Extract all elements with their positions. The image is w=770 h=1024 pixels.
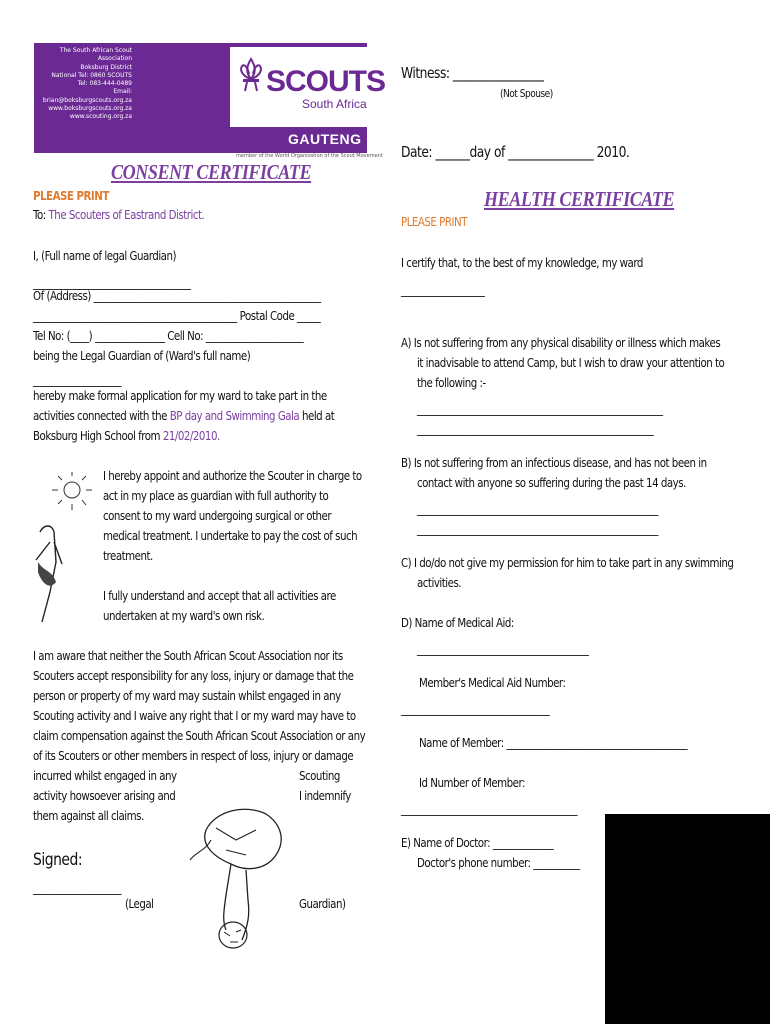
guardian-name-label: I, (Full name of legal Guardian) — [33, 248, 176, 263]
id-number-field[interactable]: ______________________________________ — [401, 801, 578, 816]
section-b-field[interactable]: ____________________________________________________ — [417, 521, 658, 536]
indemnity-line: activity howsoever arising and — [33, 788, 176, 803]
activities-text: activities connected with the — [33, 408, 167, 423]
indemnity-line: Scouting activity and I waive any right that I or my ward may have to — [33, 708, 356, 723]
indemnity-line: person or property of my ward may sustain whilst engaged in any — [33, 688, 341, 703]
witness-field[interactable]: Witness: ________________ — [401, 64, 544, 82]
address-field[interactable]: Of (Address) _________________________________________________ — [33, 288, 321, 303]
redaction-block — [605, 814, 770, 1024]
logo-country-text: South Africa — [302, 97, 367, 111]
appoint-line: act in my place as guardian with full authority to — [103, 488, 329, 503]
section-b-text: B) Is not suffering from an infectious disease, and has not been in — [401, 455, 707, 470]
guardian-label: Guardian) — [299, 896, 346, 911]
health-please-print: PLEASE PRINT — [401, 214, 467, 229]
scouts-logo-banner — [34, 43, 386, 153]
phone-fields[interactable]: Tel No: (____) _______________ Cell No: _____________________ — [33, 328, 304, 343]
postal-code-field[interactable]: ____________________________________________ Postal Code _____ — [33, 308, 321, 323]
fleur-de-lis-icon — [236, 57, 266, 95]
section-a-text: it inadvisable to attend Camp, but I wish to draw your attention to — [417, 355, 725, 370]
indemnity-line: incurred whilst engaged in any — [33, 768, 177, 783]
medical-aid-label: D) Name of Medical Aid: — [401, 615, 514, 630]
risk-line: undertaken at my ward's own risk. — [103, 608, 265, 623]
id-number-label: Id Number of Member: — [419, 775, 525, 790]
signature-field[interactable]: ___________________ — [33, 880, 122, 895]
consent-to-line — [33, 207, 204, 222]
venue-text: Boksburg High School from — [33, 428, 161, 443]
consent-title: CONSENT CERTIFICATE — [111, 160, 312, 184]
scout-figure-illustration — [186, 800, 291, 952]
section-a-field[interactable]: ___________________________________________________ — [417, 421, 654, 436]
doctor-phone-field[interactable]: Doctor's phone number: __________ — [417, 855, 580, 870]
application-line-3 — [33, 428, 220, 443]
section-a-field[interactable]: _____________________________________________________ — [417, 401, 663, 416]
appoint-line: treatment. — [103, 548, 153, 563]
appoint-line: medical treatment. I undertake to pay the cost of such — [103, 528, 358, 543]
health-title: HEALTH CERTIFICATE — [484, 187, 675, 211]
indemnity-line: them against all claims. — [33, 808, 144, 823]
indemnity-line: Scouters accept responsibility for any loss, injury or damage that the — [33, 668, 354, 683]
risk-line: I fully understand and accept that all activities are — [103, 588, 336, 603]
member-number-field[interactable]: ________________________________ — [401, 701, 550, 716]
held-at-text: held at — [301, 408, 335, 423]
section-a-text: A) Is not suffering from any physical disability or illness which makes — [401, 335, 721, 350]
application-line-1: hereby make formal application for my ward to take part in the — [33, 388, 327, 403]
member-number-label: Member's Medical Aid Number: — [419, 675, 566, 690]
date-field[interactable]: Date: ______day of _______________ 2010. — [401, 143, 630, 161]
legal-label: (Legal — [125, 896, 154, 911]
logo-emblem-area — [230, 47, 386, 127]
not-spouse-note: (Not Spouse) — [500, 87, 553, 100]
indemnity-line: Scouting — [299, 768, 340, 783]
appoint-line: I hereby appoint and authorize the Scouter in charge to — [103, 468, 362, 483]
logo-tagline: member of the World Organization of the Scout Movement — [236, 153, 383, 159]
scout-sun-illustration — [30, 472, 100, 632]
indemnity-line: claim compensation against the South African Scout Association or any — [33, 728, 366, 743]
medical-aid-field[interactable]: _____________________________________ — [417, 641, 589, 656]
logo-region-text: GAUTENG — [288, 131, 362, 147]
event-date: 21/02/2010. — [162, 428, 220, 443]
ward-name-field[interactable]: ___________________ — [33, 372, 122, 387]
doctor-name-field[interactable]: E) Name of Doctor: _____________ — [401, 835, 554, 850]
member-name-field[interactable]: Name of Member: _______________________________________ — [419, 735, 688, 750]
logo-address: The South African Scout Association Boksburg District National Tel: 0860 SCOUTS Tel: 083-444-0489 Email: brian@boksburgscouts.org.za www.boksburgscouts.org.za www.scouting.org.za — [42, 47, 132, 121]
section-c-text: activities. — [417, 575, 462, 590]
ward-name-label: being the Legal Guardian of (Ward's full name) — [33, 348, 251, 363]
event-name: BP day and Swimming Gala — [169, 408, 300, 423]
logo-scouts-text: SCOUTS — [266, 65, 386, 98]
certify-text: I certify that, to the best of my knowledge, my ward — [401, 255, 643, 270]
signed-label: Signed: — [33, 850, 83, 870]
indemnity-line: of its Scouters or other members in respect of loss, injury or damage — [33, 748, 354, 763]
application-line-2 — [33, 408, 334, 423]
consent-please-print: PLEASE PRINT — [33, 188, 109, 203]
indemnity-line: I am aware that neither the South African Scout Association nor its — [33, 648, 343, 663]
to-label: To: — [33, 207, 46, 222]
ward-field[interactable]: __________________ — [401, 282, 485, 297]
appoint-line: consent to my ward undergoing surgical or other — [103, 508, 332, 523]
guardian-name-field[interactable]: __________________________________ — [33, 275, 191, 290]
section-b-text: contact with anyone so suffering during the past 14 days. — [417, 475, 686, 490]
indemnity-line: I indemnify — [299, 788, 351, 803]
section-b-field[interactable]: ____________________________________________________ — [417, 501, 658, 516]
section-a-text: the following :- — [417, 375, 486, 390]
section-c-text: C) I do/do not give my permission for him to take part in any swimming — [401, 555, 734, 570]
to-value: The Scouters of Eastrand District. — [48, 207, 205, 222]
